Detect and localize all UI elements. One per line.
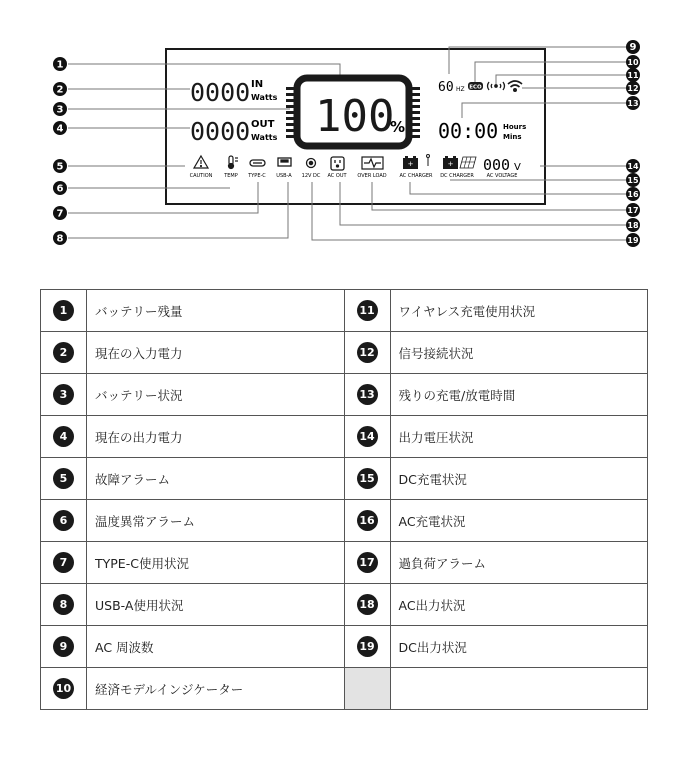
eco-icon xyxy=(468,82,483,91)
callout-4 xyxy=(53,121,67,135)
legend-number-11: 11 xyxy=(357,300,378,321)
legend-label-6: 温度異常アラーム xyxy=(87,500,345,542)
legend-number-4: 4 xyxy=(53,426,74,447)
dc-charger-icon xyxy=(443,156,476,169)
svg-text:13: 13 xyxy=(627,99,639,108)
svg-text:2: 2 xyxy=(56,84,64,96)
legend-number-13: 13 xyxy=(357,384,378,405)
remaining-time-value: 00:00 xyxy=(438,119,499,143)
callout-19 xyxy=(626,233,640,247)
svg-text:19: 19 xyxy=(627,236,639,245)
ac-out-icon xyxy=(331,157,344,170)
dc-charger-label: DC CHARGER xyxy=(440,173,474,179)
type-c-icon xyxy=(250,160,265,166)
hours-label: Hours xyxy=(503,123,527,131)
legend-label-7: TYPE-C使用状況 xyxy=(87,542,345,584)
table-row xyxy=(41,416,648,458)
legend-label-1: バッテリー残量 xyxy=(87,290,345,332)
dc-12v-icon xyxy=(307,159,316,168)
usb-a-label: USB-A xyxy=(276,173,292,179)
svg-text:+: + xyxy=(447,160,454,168)
legend-number-1: 1 xyxy=(53,300,74,321)
legend-label-16: AC充電状況 xyxy=(390,500,648,542)
ac-out-label: AC OUT xyxy=(327,173,347,179)
svg-text:14: 14 xyxy=(627,162,639,171)
legend-label-10: 経済モデルインジケーター xyxy=(87,668,345,710)
battery-percent-value: 100 xyxy=(315,91,395,142)
usb-a-icon xyxy=(278,158,291,166)
output-watts-value: 0000 xyxy=(190,117,251,146)
legend-label-8: USB-A使用状況 xyxy=(87,584,345,626)
legend-label-12: 信号接続状況 xyxy=(390,332,648,374)
legend-number-3: 3 xyxy=(53,384,74,405)
callout-14 xyxy=(626,159,640,173)
legend-label-14: 出力電圧状況 xyxy=(390,416,648,458)
svg-text:7: 7 xyxy=(56,208,64,220)
output-label: OUT xyxy=(251,119,275,130)
svg-text:ECO: ECO xyxy=(469,84,482,91)
type-c-label: TYPE-C xyxy=(248,173,266,179)
caution-icon xyxy=(194,156,208,168)
legend-number-12: 12 xyxy=(357,342,378,363)
svg-text:17: 17 xyxy=(627,206,639,215)
frequency-value: 60 xyxy=(438,80,454,95)
legend-number-5: 5 xyxy=(53,468,74,489)
callout-9 xyxy=(626,40,640,54)
callout-2 xyxy=(53,82,67,96)
svg-text:18: 18 xyxy=(627,221,639,230)
legend-label-11: ワイヤレス充電使用状況 xyxy=(390,290,648,332)
svg-text:12: 12 xyxy=(627,84,639,93)
callout-15 xyxy=(626,173,640,187)
legend-label-15: DC充電状況 xyxy=(390,458,648,500)
callout-16 xyxy=(626,187,640,201)
callout-18 xyxy=(626,218,640,232)
table-row xyxy=(41,626,648,668)
legend-number-18: 18 xyxy=(357,594,378,615)
legend-empty-label xyxy=(390,668,648,710)
legend-label-17: 過負荷アラーム xyxy=(390,542,648,584)
callout-1 xyxy=(53,57,67,71)
callout-17 xyxy=(626,203,640,217)
table-row xyxy=(41,290,648,332)
legend-number-14: 14 xyxy=(357,426,378,447)
legend-label-9: AC 周波数 xyxy=(87,626,345,668)
ac-charger-label: AC CHARGER xyxy=(399,173,433,179)
legend-empty-cell xyxy=(344,668,390,710)
table-row xyxy=(41,374,648,416)
mins-label: Mins xyxy=(503,133,522,141)
ac-voltage-label: AC VOLTAGE xyxy=(486,173,518,179)
callout-5 xyxy=(53,159,67,173)
legend-number-19: 19 xyxy=(357,636,378,657)
wifi-signal-icon xyxy=(508,81,522,91)
legend-label-18: AC出力状況 xyxy=(390,584,648,626)
callout-3 xyxy=(53,102,67,116)
legend-number-7: 7 xyxy=(53,552,74,573)
svg-text:4: 4 xyxy=(56,123,64,135)
legend-number-15: 15 xyxy=(357,468,378,489)
legend-label-5: 故障アラーム xyxy=(87,458,345,500)
table-row xyxy=(41,542,648,584)
svg-text:9: 9 xyxy=(629,42,637,53)
input-watts-value: 0000 xyxy=(190,78,251,107)
overload-icon xyxy=(362,157,383,169)
lcd-diagram xyxy=(0,0,689,250)
callout-12 xyxy=(626,81,640,95)
callout-8 xyxy=(53,231,67,245)
legend-number-9: 9 xyxy=(53,636,74,657)
legend-label-4: 現在の出力電力 xyxy=(87,416,345,458)
svg-text:6: 6 xyxy=(56,183,64,195)
caution-label: CAUTION xyxy=(189,173,213,179)
callout-6 xyxy=(53,181,67,195)
legend-number-6: 6 xyxy=(53,510,74,531)
table-row xyxy=(41,584,648,626)
legend-label-3: バッテリー状況 xyxy=(87,374,345,416)
legend-number-10: 10 xyxy=(53,678,74,699)
callout-10 xyxy=(626,55,640,69)
frequency-unit: HZ xyxy=(456,86,465,93)
table-row xyxy=(41,458,648,500)
dc-12v-label: 12V DC xyxy=(301,173,321,179)
svg-text:11: 11 xyxy=(627,71,639,80)
table-row xyxy=(41,668,648,710)
table-row xyxy=(41,500,648,542)
svg-text:1: 1 xyxy=(56,59,64,71)
temp-label: TEMP xyxy=(224,173,238,179)
ac-voltage-value: 000 xyxy=(483,156,511,174)
input-label: IN xyxy=(251,79,264,90)
callout-11 xyxy=(626,68,640,82)
legend-label-19: DC出力状況 xyxy=(390,626,648,668)
percent-sign: % xyxy=(390,118,406,136)
svg-text:16: 16 xyxy=(627,190,639,199)
overload-label: OVER LOAD xyxy=(357,173,387,179)
callout-7 xyxy=(53,206,67,220)
legend-number-17: 17 xyxy=(357,552,378,573)
svg-text:10: 10 xyxy=(627,58,639,67)
legend-table xyxy=(40,289,648,710)
legend-label-2: 現在の入力電力 xyxy=(87,332,345,374)
callout-13 xyxy=(626,96,640,110)
legend-label-13: 残りの充電/放電時間 xyxy=(390,374,648,416)
temperature-icon xyxy=(229,156,239,169)
svg-text:3: 3 xyxy=(56,104,64,116)
svg-text:8: 8 xyxy=(56,233,64,245)
svg-text:5: 5 xyxy=(56,161,64,173)
ac-charger-icon xyxy=(403,155,430,170)
table-row xyxy=(41,332,648,374)
legend-number-2: 2 xyxy=(53,342,74,363)
svg-text:15: 15 xyxy=(627,176,639,185)
output-unit: Watts xyxy=(251,133,278,142)
legend-number-8: 8 xyxy=(53,594,74,615)
ac-voltage-unit: V xyxy=(514,162,521,173)
input-unit: Watts xyxy=(251,93,278,102)
svg-text:+: + xyxy=(407,160,414,168)
legend-number-16: 16 xyxy=(357,510,378,531)
